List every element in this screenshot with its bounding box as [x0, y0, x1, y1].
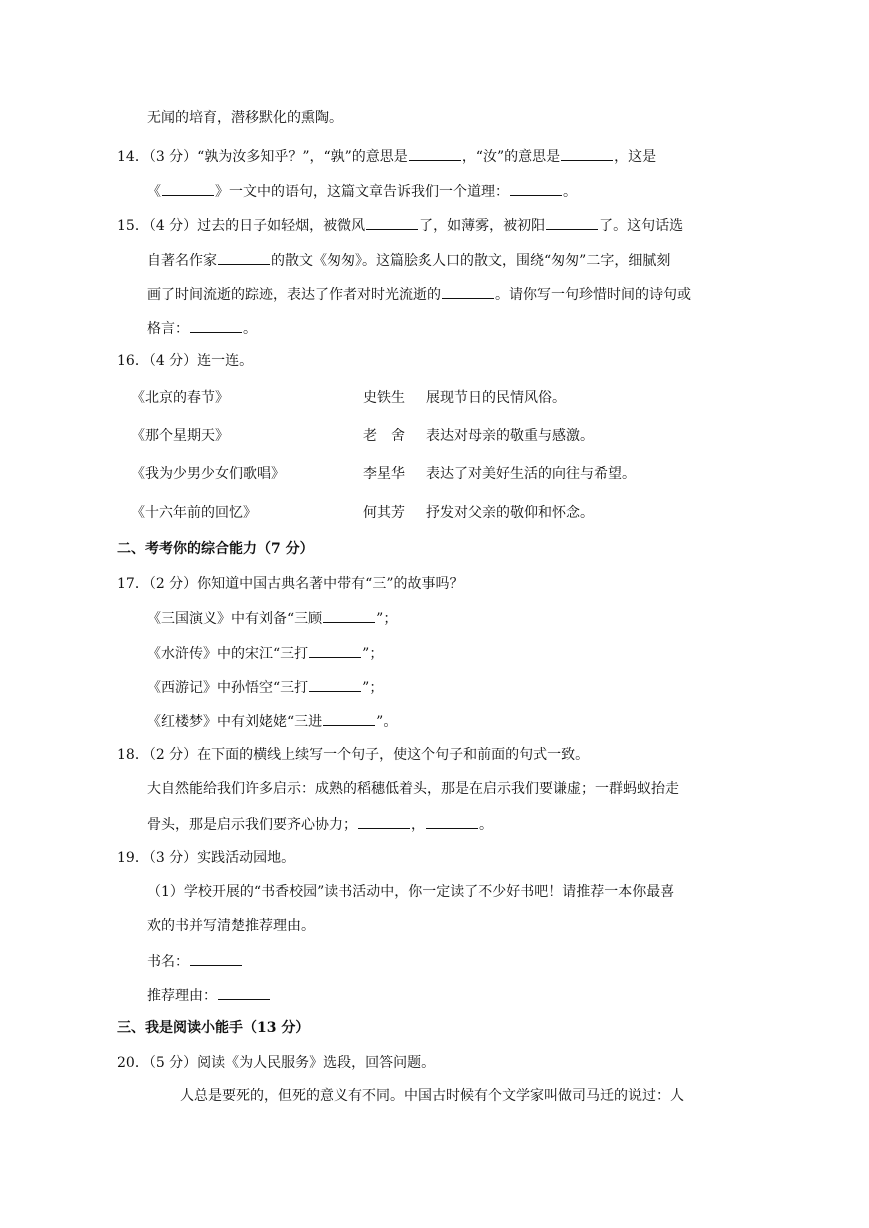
answer-blank[interactable] — [162, 181, 214, 196]
answer-blank[interactable] — [561, 146, 613, 161]
question-19-text: （1）学校开展的“书香校园”读书活动中，你一定读了不少好书吧！请推荐一本你最喜 — [147, 884, 675, 900]
question-15-line-1: 15．（4 分）过去的日子如轻烟，被微风 了，如薄雾，被初阳 了。这句话选 — [117, 215, 683, 236]
answer-blank[interactable] — [442, 284, 494, 299]
question-17: 17．（2 分）你知道中国古典名著中带有“三”的故事吗？ — [117, 576, 464, 592]
question-18-text: 大自然能给我们许多启示：成熟的稻穗低着头，那是在启示我们要谦虚；一群蚂蚁抬走 — [147, 781, 679, 797]
answer-blank[interactable] — [190, 951, 242, 966]
answer-blank[interactable] — [409, 146, 461, 161]
question-15-line-2: 自著名作家 的散文《匆匆》。这篇脍炙人口的散文，围绕“匆匆”二字，细腻刻 — [147, 250, 670, 271]
match-author-item[interactable]: 何其芳 — [363, 505, 405, 521]
answer-blank[interactable] — [358, 814, 410, 829]
answer-blank[interactable] — [366, 215, 418, 230]
section-heading-2: 二、考考你的综合能力（7 分） — [117, 541, 314, 557]
question-17-item: 《西游记》中孙悟空“三打 ”； — [147, 677, 383, 698]
match-author-item[interactable]: 史铁生 — [363, 390, 405, 406]
answer-blank[interactable] — [309, 643, 361, 658]
match-author-item[interactable]: 老 舍 — [363, 428, 405, 444]
question-14-line-1: 14．（3 分）“孰为汝多知乎？”，“孰”的意思是 ，“汝”的意思是 ，这是 — [117, 146, 656, 167]
match-left-item[interactable]: 《十六年前的回忆》 — [131, 505, 257, 521]
reading-passage: 人总是要死的，但死的意义有不同。中国古时候有个文学家叫做司马迁的说过：人 — [180, 1088, 684, 1104]
match-theme-item[interactable]: 抒发对父亲的敬仰和怀念。 — [426, 505, 594, 521]
match-left-item[interactable]: 《北京的春节》 — [131, 390, 229, 406]
match-left-item[interactable]: 《我为少男少女们歌唱》 — [131, 466, 285, 482]
question-19: 19．（3 分）实践活动园地。 — [117, 850, 296, 866]
answer-blank[interactable] — [510, 181, 562, 196]
text-line: 无闻的培育，潜移默化的熏陶。 — [147, 110, 343, 126]
book-name-field: 书名： — [147, 951, 243, 972]
question-20: 20．（5 分）阅读《为人民服务》选段，回答问题。 — [117, 1055, 436, 1071]
answer-blank[interactable] — [546, 215, 598, 230]
question-17-item: 《三国演义》中有刘备“三顾 ”； — [147, 608, 397, 629]
match-theme-item[interactable]: 表达了对美好生活的向往与希望。 — [426, 466, 636, 482]
question-17-item: 《红楼梦》中有刘姥姥“三进 ”。 — [147, 711, 397, 732]
question-19-text: 欢的书并写清楚推荐理由。 — [147, 918, 315, 934]
question-18-text: 骨头，那是启示我们要齐心协力； ， 。 — [147, 814, 493, 835]
answer-blank[interactable] — [218, 985, 270, 1000]
answer-blank[interactable] — [323, 711, 375, 726]
reason-field: 推荐理由： — [147, 985, 271, 1006]
match-theme-item[interactable]: 表达对母亲的敬重与感激。 — [426, 428, 594, 444]
question-15-line-3: 画了时间流逝的踪迹，表达了作者对时光流逝的 。请你写一句珍惜时间的诗句或 — [147, 284, 691, 305]
answer-blank[interactable] — [309, 677, 361, 692]
answer-blank[interactable] — [426, 814, 478, 829]
match-left-item[interactable]: 《那个星期天》 — [131, 428, 229, 444]
match-author-item[interactable]: 李星华 — [363, 466, 405, 482]
question-14-line-2: 《 》一文中的语句，这篇文章告诉我们一个道理： 。 — [147, 181, 577, 202]
section-heading-3: 三、我是阅读小能手（13 分） — [117, 1020, 310, 1036]
question-16: 16．（4 分）连一连。 — [117, 353, 254, 369]
match-theme-item[interactable]: 展现节日的民情风俗。 — [426, 390, 566, 406]
question-17-item: 《水浒传》中的宋江“三打 ”； — [147, 643, 383, 664]
question-18: 18．（2 分）在下面的横线上续写一个句子，使这个句子和前面的句式一致。 — [117, 747, 590, 763]
answer-blank[interactable] — [323, 608, 375, 623]
question-15-line-4: 格言： 。 — [147, 318, 257, 339]
answer-blank[interactable] — [218, 250, 270, 265]
answer-blank[interactable] — [190, 318, 242, 333]
